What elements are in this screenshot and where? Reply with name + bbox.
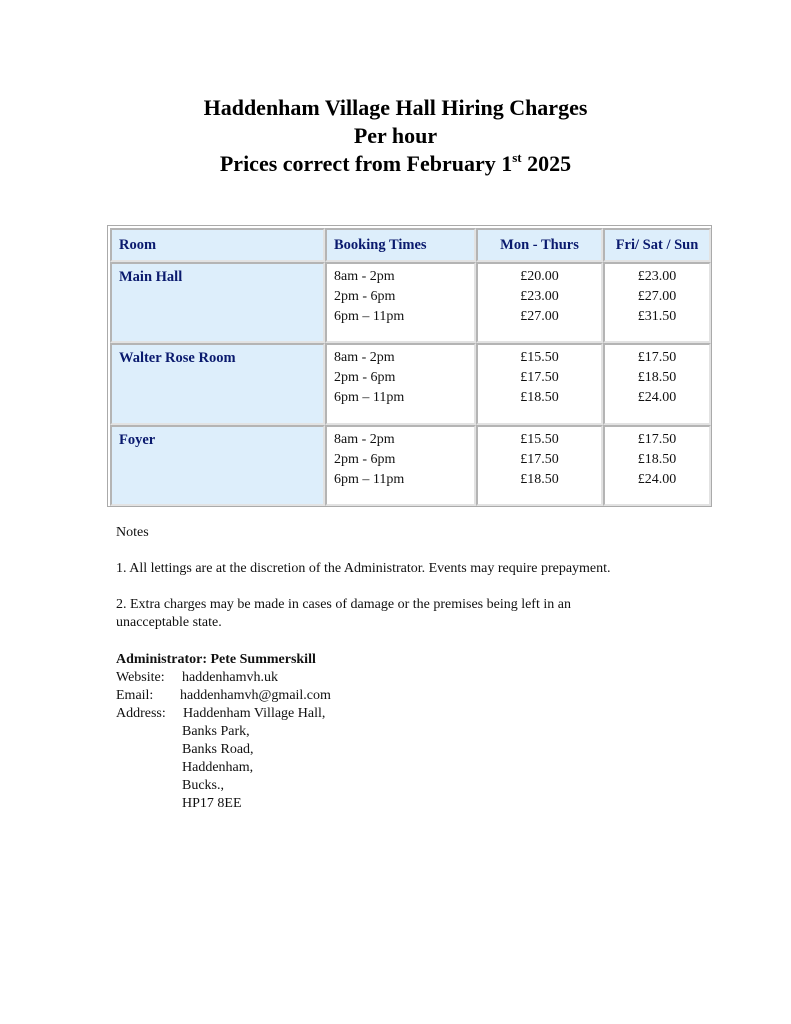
- price: £17.50: [520, 452, 559, 467]
- website-row: [116, 669, 331, 687]
- mon-thurs-prices-cell: [476, 425, 603, 506]
- title-date-ordinal: st: [512, 150, 522, 165]
- booking-times-cell: [325, 343, 476, 425]
- booking-times-cell: [325, 262, 476, 343]
- booking-times-cell: [325, 425, 476, 506]
- address-line: HP17 8EE: [182, 796, 242, 811]
- title-line-1: Haddenham Village Hall Hiring Charges: [203, 95, 588, 120]
- address-line: Haddenham,: [182, 760, 254, 775]
- title-date-prefix: Prices correct from February 1: [219, 151, 513, 176]
- address-row: [116, 705, 331, 723]
- price: £15.50: [520, 350, 559, 365]
- time-slot: 6pm – 11pm: [334, 390, 405, 405]
- price: £15.50: [520, 432, 559, 447]
- notes-heading: Notes: [116, 525, 149, 540]
- time-slot: 8am - 2pm: [334, 269, 395, 284]
- time-slot: 2pm - 6pm: [334, 452, 396, 467]
- price: £24.00: [637, 390, 677, 405]
- title-date-year: 2025: [521, 151, 572, 176]
- time-slot: 6pm – 11pm: [334, 309, 405, 324]
- website-label: Website:: [116, 670, 165, 685]
- time-slot: 6pm – 11pm: [334, 472, 405, 487]
- title-line-2: Per hour: [353, 123, 438, 148]
- room-walter-rose-room: Walter Rose Room: [110, 343, 325, 425]
- website-value: haddenhamvh.uk: [182, 670, 279, 685]
- price: £18.50: [520, 472, 559, 487]
- page-title: [0, 94, 791, 178]
- mon-thurs-prices-cell: [476, 343, 603, 425]
- email-label: Email:: [116, 688, 154, 703]
- header-mon-thurs: Mon - Thurs: [476, 228, 603, 262]
- email-row: [116, 687, 331, 705]
- mon-thurs-prices-cell: [476, 262, 603, 343]
- price: £27.00: [520, 309, 559, 324]
- price: £20.00: [520, 269, 559, 284]
- price: £27.00: [637, 289, 677, 304]
- address-label: Address:: [116, 706, 166, 721]
- administrator-name: Administrator: Pete Summerskill: [116, 652, 316, 667]
- note-item: 2. Extra charges may be made in cases of damage or the premises being left in an unacceptable state.: [116, 597, 571, 630]
- room-foyer: Foyer: [110, 425, 325, 506]
- time-slot: 2pm - 6pm: [334, 370, 396, 385]
- price: £17.50: [637, 350, 677, 365]
- contact-section: [116, 651, 331, 813]
- header-room: Room: [110, 228, 325, 262]
- price: £18.50: [637, 452, 677, 467]
- price: £17.50: [520, 370, 559, 385]
- notes-section: [116, 524, 716, 632]
- address-line: Banks Park,: [182, 724, 250, 739]
- fri-sun-prices-cell: [603, 425, 711, 506]
- fri-sun-prices-cell: [603, 262, 711, 343]
- email-value: haddenhamvh@gmail.com: [180, 688, 331, 703]
- price: £17.50: [637, 432, 677, 447]
- fri-sun-prices-cell: [603, 343, 711, 425]
- address-line: Haddenham Village Hall,: [183, 706, 326, 721]
- header-booking-times: Booking Times: [325, 228, 476, 262]
- time-slot: 2pm - 6pm: [334, 289, 396, 304]
- header-fri-sat-sun: Fri/ Sat / Sun: [603, 228, 711, 262]
- address-line: Banks Road,: [182, 742, 254, 757]
- address-line: Bucks.,: [182, 778, 224, 793]
- time-slot: 8am - 2pm: [334, 350, 395, 365]
- note-item: 1. All lettings are at the discretion of the Administrator. Events may require prepayment.: [116, 561, 611, 576]
- price: £31.50: [637, 309, 677, 324]
- charges-table: [107, 225, 712, 507]
- price: £18.50: [520, 390, 559, 405]
- title-line-3: [0, 150, 791, 178]
- room-main-hall: Main Hall: [110, 262, 325, 343]
- price: £23.00: [637, 269, 677, 284]
- price: £23.00: [520, 289, 559, 304]
- price: £18.50: [637, 370, 677, 385]
- price: £24.00: [637, 472, 677, 487]
- time-slot: 8am - 2pm: [334, 432, 395, 447]
